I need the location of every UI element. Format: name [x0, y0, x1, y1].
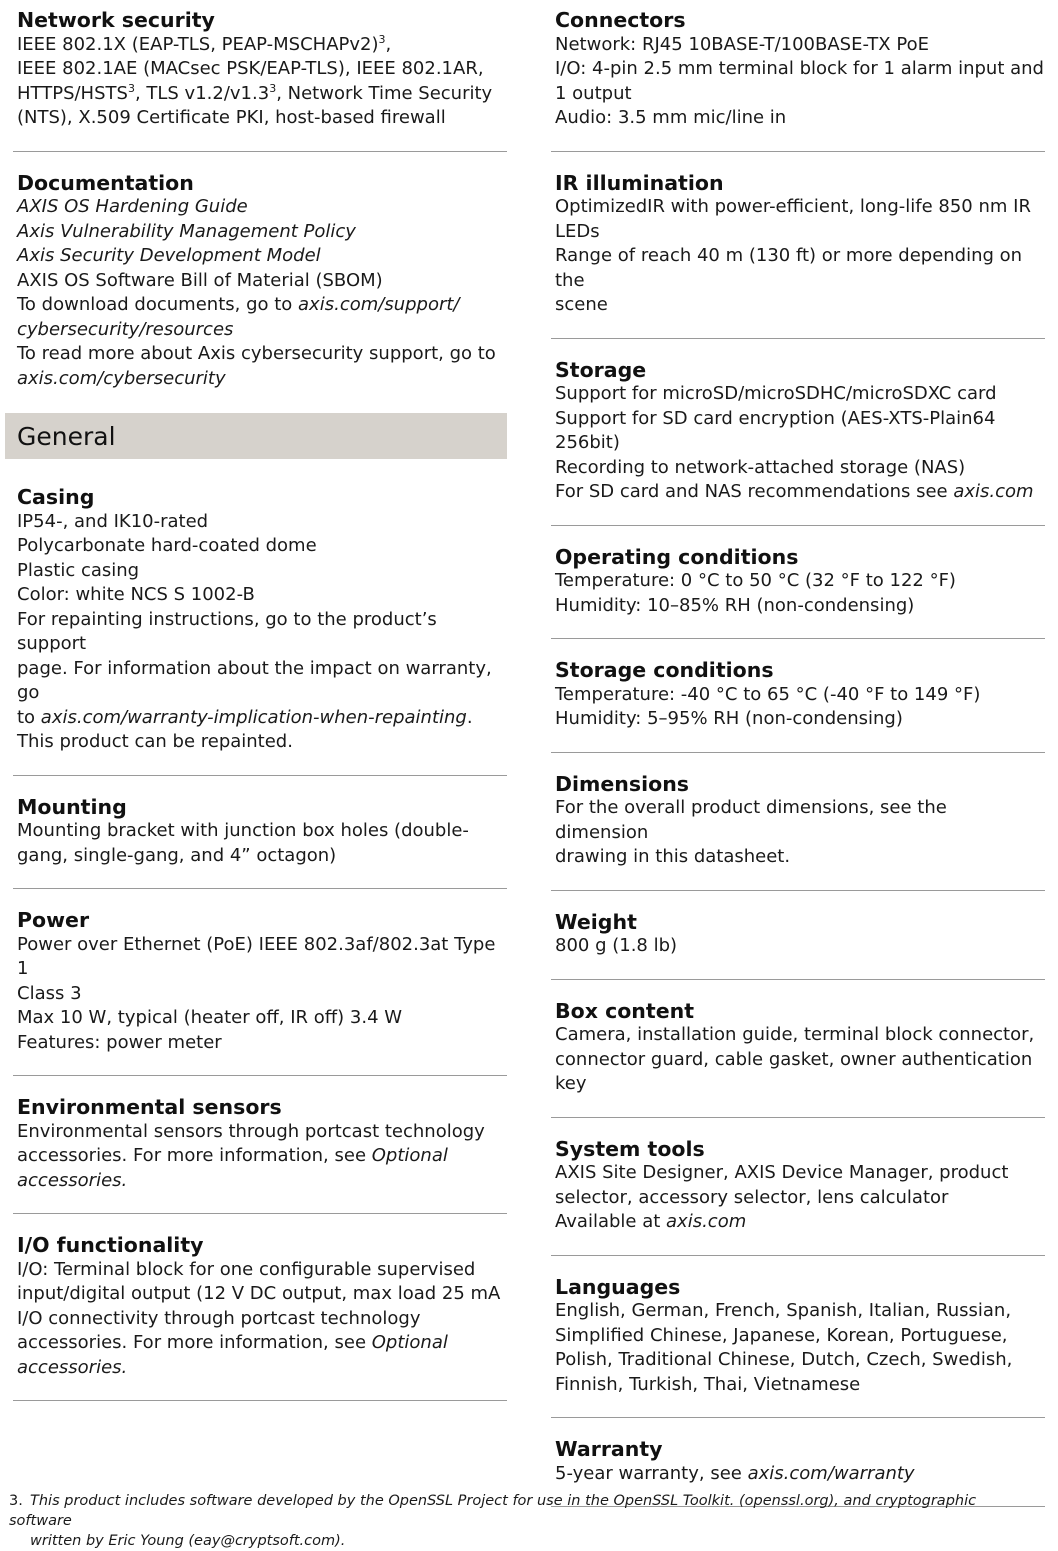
text-line: Axis Vulnerability Management Policy	[17, 220, 356, 242]
left-column	[17, 0, 507, 1401]
section-documentation	[17, 152, 507, 392]
text-line: Plastic casing	[17, 559, 140, 581]
section-weight	[555, 891, 1045, 959]
section-system-tools	[555, 1118, 1045, 1235]
text-line: Max 10 W, typical (heater off, IR off) 3.4 W	[17, 1007, 403, 1028]
section-title: Network security	[17, 8, 215, 32]
section-title: Connectors	[555, 8, 686, 32]
text-line: I/O: 4-pin 2.5 mm terminal block for 1 alarm input and	[555, 58, 1044, 79]
text-line: 800 g (1.8 lb)	[555, 935, 678, 956]
section-environmental-sensors	[17, 1076, 507, 1193]
section-connectors	[555, 0, 1045, 131]
divider	[13, 1400, 507, 1401]
text-line: Environmental sensors through portcast technology	[17, 1120, 485, 1142]
text-line: Class 3	[17, 982, 82, 1004]
section-title: Casing	[17, 485, 95, 509]
section-title: IR illumination	[555, 170, 724, 195]
section-title: Storage	[555, 357, 647, 382]
text-line: IP54-, and IK10-rated	[17, 510, 209, 532]
text-line: OptimizedIR with power-efficient, long-life 850 nm IR	[555, 196, 1031, 217]
text-line: Axis Security Development Model	[17, 245, 321, 266]
text-line: Polycarbonate hard-coated dome	[17, 535, 317, 556]
link-optional-accessories-cont[interactable]: accessories.	[17, 1356, 128, 1378]
text-line: Finnish, Turkish, Thai, Vietnamese	[555, 1373, 861, 1395]
section-title: Languages	[555, 1274, 681, 1299]
text-line: Network: RJ45 10BASE-T/100BASE-TX PoE	[555, 33, 929, 55]
text-line: Humidity: 5–95% RH (non-condensing)	[555, 708, 903, 729]
text-line: Support for microSD/microSDHC/microSDXC card	[555, 383, 997, 404]
section-title: Documentation	[17, 170, 194, 195]
general-header-band	[5, 413, 507, 459]
section-ir-illumination	[555, 152, 1045, 318]
link-support-cont[interactable]: cybersecurity/resources	[17, 318, 234, 340]
text-line: accessories. For more information, see Optional	[17, 1145, 448, 1166]
text-line: Range of reach 40 m (130 ft) or more depending on the	[555, 245, 1028, 291]
text-line: AXIS OS Hardening Guide	[17, 196, 248, 217]
link-support[interactable]: axis.com/support/	[298, 294, 460, 315]
text-line: page. For information about the impact on warranty, go	[17, 657, 498, 703]
section-power	[17, 889, 507, 1055]
text-line: connector guard, cable gasket, owner authentication	[555, 1048, 1033, 1070]
text-line: Humidity: 10–85% RH (non-condensing)	[555, 594, 915, 616]
text-line: drawing in this datasheet.	[555, 846, 791, 867]
text-line: IEEE 802.1X (EAP-TLS, PEAP-MSCHAPv2)$^3$,	[17, 32, 392, 55]
text-line: Recording to network-attached storage (NAS)	[555, 456, 966, 478]
text-line: input/digital output (12 V DC output, max load 25 mA	[17, 1283, 501, 1304]
text-line: For repainting instructions, go to the product’s support	[17, 608, 443, 654]
text-line: This product can be repainted.	[17, 731, 293, 752]
text-line: To download documents, go to axis.com/support/	[17, 294, 460, 315]
section-title: Mounting	[17, 794, 127, 819]
text-line: Temperature: 0 °C to 50 °C (32 °F to 122 °F)	[555, 570, 956, 591]
text-line: to axis.com/warranty-implication-when-repainting.	[17, 706, 473, 728]
text-line: 1 output	[555, 82, 632, 104]
footnote	[9, 1491, 1039, 1551]
text-line: key	[555, 1073, 587, 1094]
text-line	[17, 1169, 507, 1194]
section-title: System tools	[555, 1136, 705, 1161]
text-line: gang, single-gang, and 4” octagon)	[17, 844, 337, 866]
text-line: HTTPS/HSTS$^3$, TLS $v1.2/v1.3^3$, Network Time Security	[17, 81, 493, 104]
section-storage-conditions	[555, 639, 1045, 732]
section-languages	[555, 1256, 1045, 1398]
text-line: Color: white NCS S 1002-B	[17, 584, 255, 605]
text-line: Power over Ethernet (PoE) IEEE 802.3af/802.3at Type 1	[17, 933, 502, 979]
section-title: Environmental sensors	[17, 1095, 282, 1119]
text-line: Audio: 3.5 mm mic/line in	[555, 107, 787, 128]
text-line: (NTS), X.509 Certificate PKI, host-based firewall	[17, 107, 446, 128]
section-title: I/O functionality	[17, 1233, 204, 1257]
text-line: English, German, French, Spanish, Italian, Russian,	[555, 1300, 1012, 1321]
section-dimensions	[555, 753, 1045, 870]
band-title: General	[17, 421, 116, 451]
section-network-security	[17, 0, 507, 131]
footnote-line: written by Eric Young (eay@cryptsoft.com).	[30, 1533, 346, 1549]
footnote-number: 3.	[9, 1493, 23, 1509]
link-warranty-repaint[interactable]: axis.com/warranty-implication-when-repainting	[40, 706, 467, 728]
link-axis[interactable]: axis.com	[666, 1211, 747, 1232]
text-line: For the overall product dimensions, see the dimension	[555, 797, 953, 843]
link-optional-accessories[interactable]: Optional	[371, 1332, 448, 1353]
link-cybersecurity[interactable]: axis.com/cybersecurity	[17, 367, 226, 389]
section-mounting	[17, 776, 507, 869]
text-line: Support for SD card encryption (AES-XTS-Plain64	[555, 407, 996, 429]
text-line	[17, 367, 507, 392]
text-line: AXIS Site Designer, AXIS Device Manager, product	[555, 1162, 1009, 1183]
section-box-content	[555, 980, 1045, 1097]
link-warranty[interactable]: axis.com/warranty	[747, 1462, 915, 1484]
text-line	[17, 1356, 507, 1381]
text-line: LEDs	[555, 220, 600, 242]
section-title: Dimensions	[555, 771, 690, 796]
link-optional-accessories[interactable]: Optional	[371, 1145, 448, 1166]
text-line: selector, accessory selector, lens calculator	[555, 1186, 949, 1208]
footnote-line: 3. This product includes software developed by the OpenSSL Project for use in the OpenSSL Toolkit. (openssl.org), and cryptographic software	[9, 1493, 977, 1529]
text-line: Polish, Traditional Chinese, Dutch, Czech, Swedish,	[555, 1349, 1013, 1370]
section-casing	[17, 459, 507, 755]
link-axis[interactable]: axis.com	[953, 481, 1034, 502]
text-line: Mounting bracket with junction box holes (double-	[17, 820, 469, 841]
text-line	[17, 318, 507, 343]
text-line: Features: power meter	[17, 1031, 222, 1053]
text-line: Temperature: -40 °C to 65 °C (-40 °F to 149 °F)	[555, 683, 981, 705]
section-title: Storage conditions	[555, 658, 774, 682]
section-io-functionality	[17, 1214, 507, 1380]
text-line: To read more about Axis cybersecurity support, go to	[17, 343, 496, 364]
text-line: Available at axis.com	[555, 1211, 747, 1232]
text-line: IEEE 802.1AE (MACsec PSK/EAP-TLS), IEEE 802.1AR,	[17, 58, 484, 79]
right-column	[555, 0, 1045, 1507]
text-line: AXIS OS Software Bill of Material (SBOM)	[17, 269, 383, 291]
link-optional-accessories-cont[interactable]: accessories.	[17, 1169, 128, 1191]
text-line: Simplified Chinese, Japanese, Korean, Portuguese,	[555, 1324, 1008, 1346]
text-line: Camera, installation guide, terminal block connector,	[555, 1024, 1035, 1045]
section-title: Weight	[555, 909, 637, 934]
text-line: accessories. For more information, see Optional	[17, 1332, 448, 1353]
section-warranty	[555, 1418, 1045, 1486]
text-line: 256bit)	[555, 432, 620, 453]
section-operating-conditions	[555, 526, 1045, 619]
text-line: scene	[555, 294, 608, 315]
section-title: Box content	[555, 998, 694, 1023]
text-line: I/O connectivity through portcast technology	[17, 1307, 421, 1329]
section-title: Warranty	[555, 1437, 663, 1461]
text-line: For SD card and NAS recommendations see axis.com	[555, 481, 1034, 502]
section-title: Operating conditions	[555, 544, 799, 569]
section-title: Power	[17, 908, 90, 932]
text-line: I/O: Terminal block for one configurable supervised	[17, 1258, 476, 1280]
text-line: 5-year warranty, see axis.com/warranty	[555, 1462, 915, 1484]
section-storage	[555, 339, 1045, 505]
